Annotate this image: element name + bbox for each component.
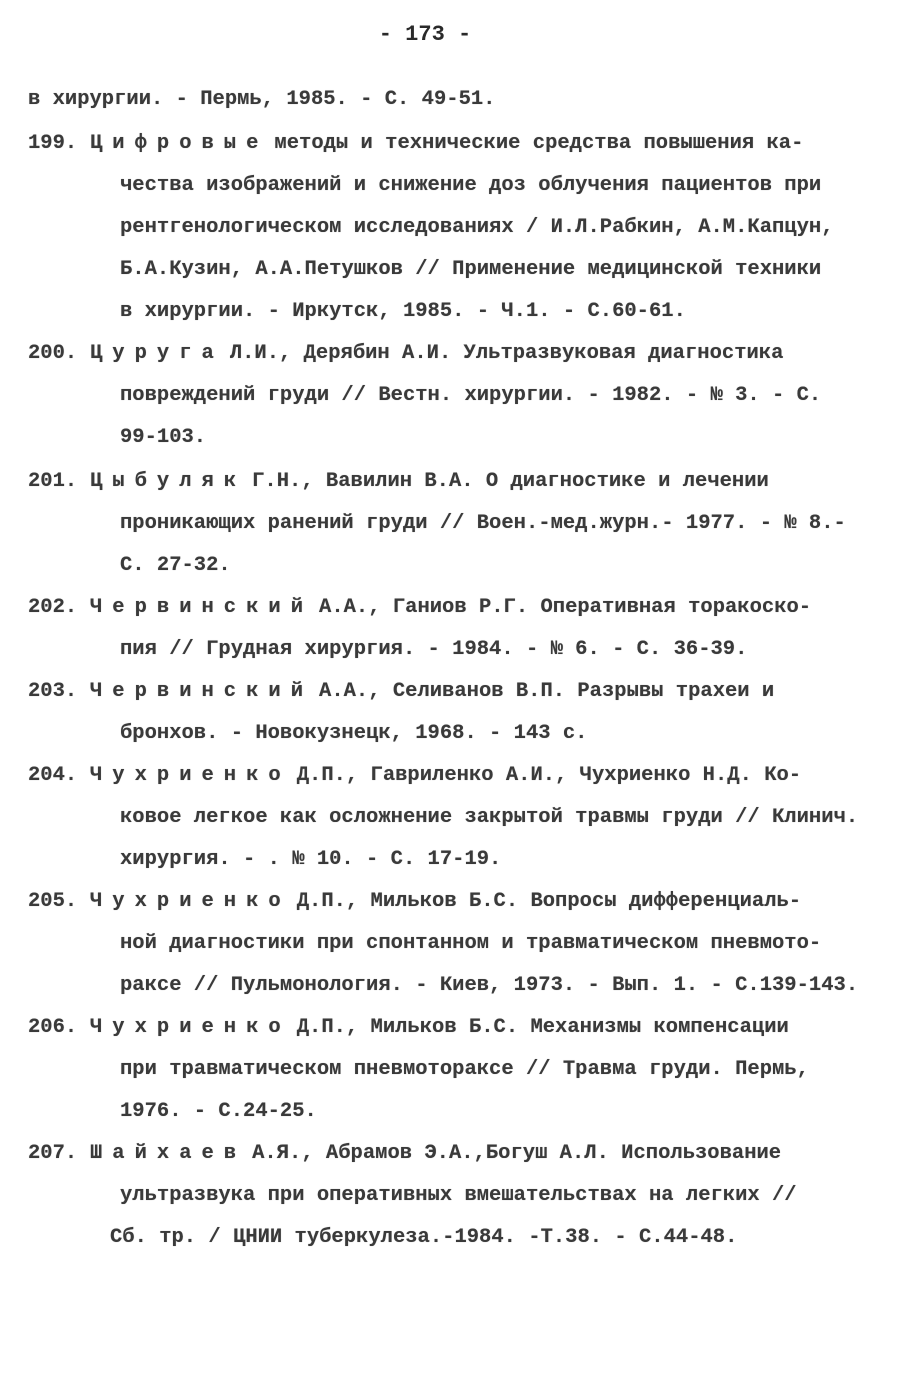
entry-first-line [28, 130, 803, 158]
entry-first-line [28, 340, 783, 368]
entry-line: 99-103. [120, 426, 207, 449]
entry-line: при травматическом пневмотораксе // Травма груди. Пермь, [120, 1058, 809, 1081]
entry-first-line [28, 594, 811, 622]
entry-first-line [28, 762, 801, 790]
entry-author: Шайхаев [90, 1142, 247, 1165]
entry-text: А.Я., Абрамов Э.А.,Богуш А.Л. Использование [252, 1142, 782, 1165]
entry-number: 206. [28, 1016, 78, 1039]
entry-line: чества изображений и снижение доз облучения пациентов при [120, 174, 822, 197]
entry-author: Цыбуляк [90, 470, 247, 493]
entry-line: повреждений груди // Вестн. хирургии. - 1982. - № 3. - С. [120, 384, 822, 407]
entry-number: 199. [28, 132, 78, 155]
entry-line: Б.А.Кузин, А.А.Петушков // Применение медицинской техники [120, 258, 822, 281]
entry-line: ковое легкое как осложнение закрытой травмы груди // Клинич. [120, 806, 859, 829]
entry-line: пия // Грудная хирургия. - 1984. - № 6. - С. 36-39. [120, 638, 748, 661]
entry-line: хирургия. - . № 10. - С. 17-19. [120, 848, 502, 871]
entry-line: рентгенологическом исследованиях / И.Л.Рабкин, А.М.Капцун, [120, 216, 834, 239]
entry-author: Червинский [90, 596, 314, 619]
page-number: - 173 - [378, 22, 472, 47]
entry-line: проникающих ранений груди // Воен.-мед.журн.- 1977. - № 8.- [120, 512, 846, 535]
entry-author: Чухриенко [90, 764, 291, 787]
entry-first-line [28, 888, 801, 916]
entry-number: 205. [28, 890, 78, 913]
entry-number: 204. [28, 764, 78, 787]
entry-text: методы и технические средства повышения ка- [274, 132, 804, 155]
entry-text: Г.Н., Вавилин В.А. О диагностике и лечении [252, 470, 769, 493]
entry-first-line [28, 678, 774, 706]
entry-text: Л.И., Дерябин А.И. Ультразвуковая диагностика [229, 342, 784, 365]
entry-line: ной диагностики при спонтанном и травматическом пневмото- [120, 932, 822, 955]
entry-number: 201. [28, 470, 78, 493]
entry-text: Д.П., Мильков Б.С. Механизмы компенсации [296, 1016, 789, 1039]
entry-author: Цифровые [90, 132, 269, 155]
entry-line: С. 27-32. [120, 554, 231, 577]
entry-text: А.А., Ганиов Р.Г. Оперативная торакоско- [319, 596, 812, 619]
entry-line: ультразвука при оперативных вмешательствах на легких // [120, 1184, 797, 1207]
entry-text: Д.П., Гавриленко А.И., Чухриенко Н.Д. Ко- [296, 764, 802, 787]
entry-number: 203. [28, 680, 78, 703]
entry-line: Сб. тр. / ЦНИИ туберкулеза.-1984. -Т.38. - С.44-48. [110, 1226, 738, 1249]
intro-line: в хирургии. - Пермь, 1985. - С. 49-51. [28, 88, 496, 111]
entry-number: 202. [28, 596, 78, 619]
entry-first-line [28, 468, 769, 496]
entry-line: бронхов. - Новокузнецк, 1968. - 143 с. [120, 722, 588, 745]
entry-author: Цуруга [90, 342, 224, 365]
entry-line: в хирургии. - Иркутск, 1985. - Ч.1. - С.60-61. [120, 300, 686, 323]
entry-number: 207. [28, 1142, 78, 1165]
entry-author: Чухриенко [90, 1016, 291, 1039]
entry-line: раксе // Пульмонология. - Киев, 1973. - Вып. 1. - С.139-143. [120, 974, 859, 997]
entry-number: 200. [28, 342, 78, 365]
entry-text: А.А., Селиванов В.П. Разрывы трахеи и [319, 680, 775, 703]
entry-author: Чухриенко [90, 890, 291, 913]
entry-first-line [28, 1014, 789, 1042]
entry-line: 1976. - С.24-25. [120, 1100, 317, 1123]
entry-author: Червинский [90, 680, 314, 703]
entry-text: Д.П., Мильков Б.С. Вопросы дифференциаль- [296, 890, 802, 913]
entry-first-line [28, 1140, 781, 1168]
